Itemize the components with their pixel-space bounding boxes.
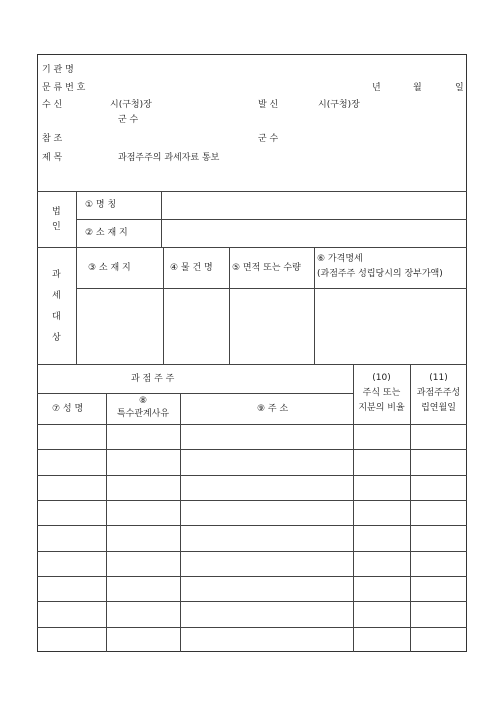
table-row (37, 627, 467, 628)
table-row (37, 551, 467, 552)
sh-col-ratio-number: (10) (372, 373, 391, 383)
date-day-label: 일 (455, 83, 464, 93)
table-row (37, 449, 467, 450)
sh-col-name: ⑦ 성 명 (52, 404, 84, 414)
sh-col-ratio-2: 지분의 비율 (358, 403, 405, 413)
table-row (37, 500, 467, 501)
taxable-col-item: ④ 물 건 명 (170, 263, 213, 273)
corporation-row-divider (76, 219, 467, 220)
reference-value: 군 수 (258, 134, 279, 144)
table-row (37, 475, 467, 476)
subject-label: 제 목 (42, 153, 63, 163)
corporation-bottom-divider (37, 247, 467, 248)
sh-col-ratio: 주식 또는 (362, 388, 401, 398)
taxable-col-area: ⑤ 면적 또는 수량 (232, 263, 301, 273)
recipient-value-2: 군 수 (118, 115, 139, 125)
sh-col-relation: 특수관계사유 (116, 409, 170, 419)
corporation-label-2: 인 (52, 222, 61, 232)
subject-value: 과점주주의 과세자료 통보 (118, 153, 220, 163)
date-year-label: 년 (372, 83, 381, 93)
taxable-label-2: 세 (52, 291, 61, 301)
corporation-name-label: ① 명 칭 (85, 200, 117, 210)
taxable-label-3: 대 (52, 312, 61, 322)
taxable-label-4: 상 (52, 333, 61, 343)
table-row (37, 576, 467, 577)
taxable-bottom-divider (37, 364, 467, 365)
date-month-label: 월 (413, 83, 422, 93)
sh-col-date-number: (11) (429, 373, 448, 383)
sh-col-address: ⑨ 주 소 (257, 404, 289, 414)
taxable-col-divider-3 (314, 247, 315, 364)
header-divider (37, 191, 467, 192)
reference-label: 참 조 (42, 134, 63, 144)
taxable-header-divider (76, 288, 467, 289)
sh-col-divider-2 (180, 393, 181, 652)
taxable-col-price-note: (과점주주 성립당시의 장부가액) (317, 269, 443, 279)
sh-group-label: 과 점 주 주 (131, 374, 175, 384)
table-row (37, 601, 467, 602)
sh-header-divider (37, 424, 467, 425)
sh-group-divider (37, 393, 353, 394)
taxable-col-price: ⑥ 가격명세 (317, 254, 363, 264)
taxable-col-divider-1 (163, 247, 164, 364)
taxable-label-1: 과 (52, 270, 61, 280)
table-row (37, 525, 467, 526)
recipient-label: 수 신 (42, 100, 63, 110)
taxable-col-location: ③ 소 재 지 (88, 263, 131, 273)
doc-number-label: 문 류 번 호 (42, 83, 86, 93)
taxable-col-divider-2 (229, 247, 230, 364)
sh-col-date-2: 립연월일 (421, 403, 456, 413)
sender-value: 시(구청)장 (318, 100, 360, 110)
corporation-label-1: 법 (52, 207, 61, 217)
agency-label: 기 관 명 (42, 65, 74, 75)
form-frame (37, 54, 467, 652)
sender-label: 발 신 (258, 100, 279, 110)
recipient-value: 시(구청)장 (110, 100, 152, 110)
sh-col-divider-1 (106, 393, 107, 652)
sh-col-relation-number: ⑧ (138, 396, 148, 406)
section-label-divider (76, 191, 77, 364)
corporation-address-label: ② 소 재 지 (85, 228, 128, 238)
sh-col-date: 과점주주성 (416, 388, 461, 398)
